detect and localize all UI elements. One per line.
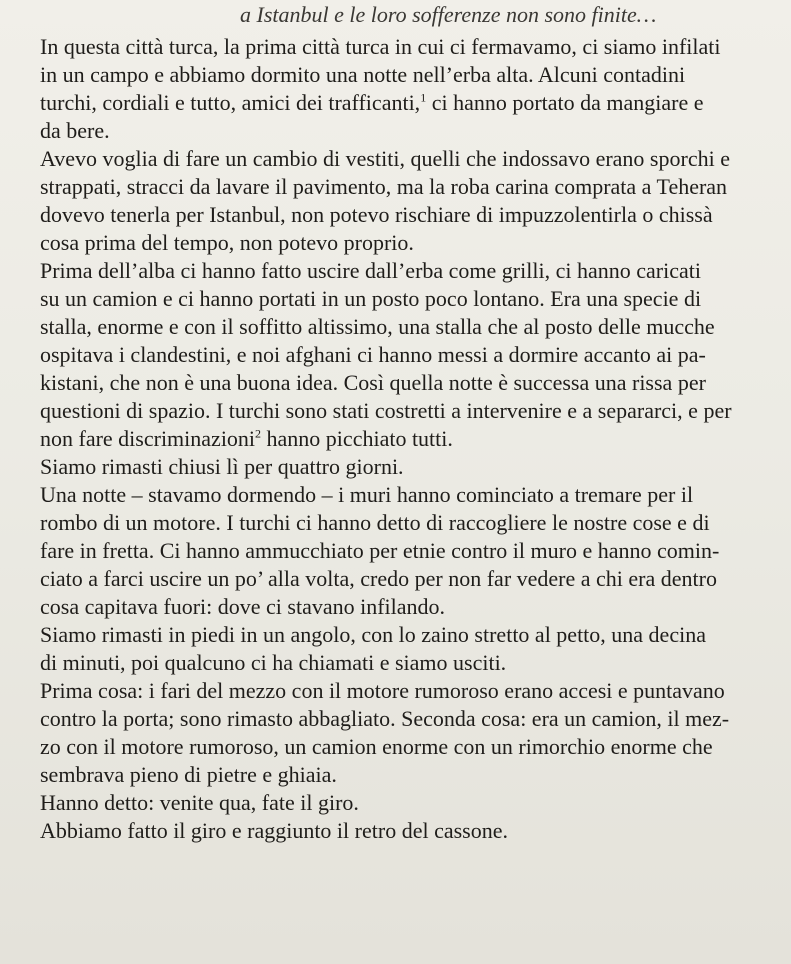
text-line: ospitava i clandestini, e noi afghani ci hanno messi a dormire accanto ai pa- — [40, 342, 706, 367]
running-head: a Istanbul e le loro sofferenze non sono finite… — [240, 2, 657, 27]
text-line: da bere. — [40, 118, 110, 143]
text-line: sembrava pieno di pietre e ghiaia. — [40, 762, 337, 787]
text-line: Una notte – stavamo dormendo – i muri hanno cominciato a tremare per il — [40, 482, 694, 507]
text-line: Abbiamo fatto il giro e raggiunto il retro del cassone. — [40, 818, 508, 843]
text-line — [40, 90, 780, 118]
text-line: questioni di spazio. I turchi sono stati costretti a intervenire e a separarci, e per — [40, 398, 732, 423]
text-line: di minuti, poi qualcuno ci ha chiamati e siamo usciti. — [40, 650, 507, 675]
text-line: fare in fretta. Ci hanno ammucchiato per etnie contro il muro e hanno comin- — [40, 538, 720, 563]
text-line: Prima cosa: i fari del mezzo con il motore rumoroso erano accesi e puntavano — [40, 678, 725, 703]
text-line: Siamo rimasti in piedi in un angolo, con lo zaino stretto al petto, una decina — [40, 622, 706, 647]
text-line: ciato a farci uscire un po’ alla volta, credo per non far vedere a chi era dentro — [40, 566, 717, 591]
text-line: contro la porta; sono rimasto abbagliato. Seconda cosa: era un camion, il mez- — [40, 706, 730, 731]
text-line: In questa città turca, la prima città turca in cui ci fermavamo, ci siamo infilati — [40, 34, 721, 59]
text-fragment: non fare discriminazioni — [40, 426, 256, 451]
text-line: Hanno detto: venite qua, fate il giro. — [40, 790, 359, 815]
text-line: Prima dell’alba ci hanno fatto uscire dall’erba come grilli, ci hanno caricati — [40, 258, 701, 283]
footnote-ref: 2 — [255, 426, 262, 441]
text-line: su un camion e ci hanno portati in un posto poco lontano. Era una specie di — [40, 286, 702, 311]
text-line — [40, 426, 780, 454]
text-line: Siamo rimasti chiusi lì per quattro giorni. — [40, 454, 404, 479]
text-line: in un campo e abbiamo dormito una notte nell’erba alta. Alcuni contadini — [40, 62, 686, 87]
text-line: dovevo tenerla per Istanbul, non potevo rischiare di impuzzolentirla o chissà — [40, 202, 713, 227]
text-line: cosa prima del tempo, non potevo proprio. — [40, 230, 414, 255]
text-fragment: ci hanno portato da mangiare e — [426, 90, 704, 115]
body-text — [40, 34, 780, 846]
text-line: cosa capitava fuori: dove ci stavano infilando. — [40, 594, 446, 619]
text-line: stalla, enorme e con il soffitto altissimo, una stalla che al posto delle mucche — [40, 314, 715, 339]
text-line: rombo di un motore. I turchi ci hanno detto di raccogliere le nostre cose e di — [40, 510, 710, 535]
text-line: zo con il motore rumoroso, un camion enorme con un rimorchio enorme che — [40, 734, 713, 759]
text-line: strappati, stracci da lavare il pavimento, ma la roba carina comprata a Teheran — [40, 174, 728, 199]
text-fragment: turchi, cordiali e tutto, amici dei trafficanti, — [40, 90, 421, 115]
text-fragment: hanno picchiato tutti. — [261, 426, 453, 451]
text-line: kistani, che non è una buona idea. Così quella notte è successa una rissa per — [40, 370, 706, 395]
text-line: Avevo voglia di fare un cambio di vestiti, quelli che indossavo erano sporchi e — [40, 146, 730, 171]
footnote-ref: 1 — [420, 90, 427, 105]
